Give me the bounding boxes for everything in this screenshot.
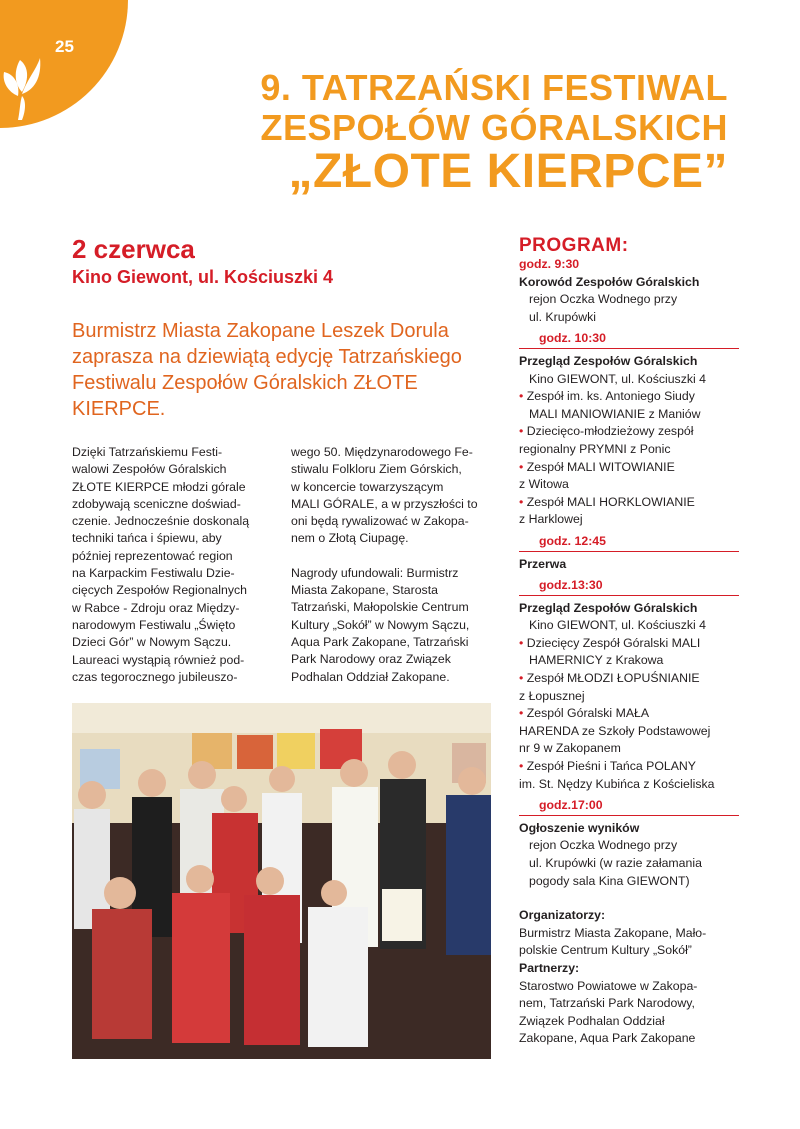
text-line: czenie. Jednocześnie doskonalą (72, 514, 250, 529)
program-location: Kino GIEWONT, ul. Kościuszki 4 (529, 618, 706, 633)
sponsors-line: Podhalan Oddział Zakopane. (291, 669, 450, 684)
program-item-cont: MALI MANIOWIANIE z Maniów (529, 406, 701, 421)
organizers-line: Burmistrz Miasta Zakopane, Mało- (519, 925, 707, 940)
program-item: • Zespół Pieśni i Tańca POLANY (519, 759, 697, 774)
page-number: 25 (55, 37, 74, 56)
sponsors-line: Park Narodowy oraz Związek (291, 652, 451, 667)
program-location: rejon Oczka Wodnego przy (529, 838, 678, 853)
program-location: rejon Oczka Wodnego przy (529, 292, 678, 307)
text-line: na Karpackim Festiwalu Dzie- (72, 566, 235, 581)
sponsors-line: Nagrody ufundowali: Burmistrz (291, 565, 459, 580)
program-item-cont: z Łopusznej (519, 688, 585, 703)
text-line: walowi Zespołów Góralskich (72, 462, 227, 477)
program-item: • Zespół im. ks. Antoniego Siudy (519, 389, 695, 404)
program-location: Kino GIEWONT, ul. Kościuszki 4 (529, 371, 706, 386)
text-line: w koncercie towarzyszącym (291, 479, 444, 494)
program-time: godz.13:30 (519, 577, 739, 596)
partners-line: Starostwo Powiatowe w Zakopa- (519, 978, 698, 993)
program-item: • Zespół MŁODZI ŁOPUŚNIANIE (519, 671, 700, 686)
sponsors-line: Tatrzański, Małopolskie Centrum (291, 600, 469, 615)
text-line: Dzięki Tatrzańskiemu Festi- (72, 445, 223, 459)
sponsors-line: Kultury „Sokół” w Nowym Sączu, (291, 617, 470, 632)
program-item-cont: regionalny PRYMNI z Ponic (519, 441, 671, 456)
intro-text: Burmistrz Miasta Zakopane Leszek Dorula zaprasza na dziewiątą edycję Tatrzańskiego Festiwalu Zespołów Góralskich ZŁOTE KIERPCE. (72, 320, 462, 420)
program-item-cont: HAMERNICY z Krakowa (529, 653, 664, 668)
program-item-cont: z Witowa (519, 477, 569, 492)
program-item: • Zespól Góralski MAŁA (519, 706, 650, 721)
sponsors-line: Miasta Zakopane, Starosta (291, 583, 438, 598)
program-item: • Zespół MALI WITOWIANIE (519, 459, 675, 474)
program-time: godz.17:00 (519, 797, 739, 816)
text-line: narodowym Festiwalu „Święto (72, 617, 236, 632)
article-column-1 (72, 444, 272, 686)
program-event: Przerwa (519, 556, 567, 571)
group-photo (72, 703, 491, 1059)
program-item-cont: im. St. Nędzy Kubińca z Kościeliska (519, 776, 715, 791)
partners-line: Związek Podhalan Oddział (519, 1013, 665, 1028)
program-time: godz. 10:30 (519, 330, 739, 349)
organizers-heading: Organizatorzy: (519, 908, 606, 923)
text-line: Laureaci wystąpią również pod- (72, 652, 245, 667)
program-item: • Zespół MALI HORKLOWIANIE (519, 494, 695, 509)
program-item-cont: nr 9 w Zakopanem (519, 741, 621, 756)
corner-wheat-decoration (0, 0, 128, 128)
text-line: nem o Złotą Ciupagę. (291, 531, 409, 546)
program-event: Ogłoszenie wyników (519, 820, 640, 835)
event-date: 2 czerwca (72, 234, 195, 264)
text-line: później reprezentować region (72, 548, 233, 563)
title-line-1: 9. TATRZAŃSKI FESTIWAL (260, 67, 728, 108)
program-section (519, 236, 739, 1048)
partners-line: Zakopane, Aqua Park Zakopane (519, 1031, 696, 1046)
program-event: Korowód Zespołów Góralskich (519, 274, 700, 289)
text-line: techniki tańca i śpiewu, aby (72, 531, 222, 546)
program-heading: PROGRAM: (519, 235, 629, 256)
program-time: godz. 9:30 (519, 257, 580, 271)
program-item-cont: z Harklowej (519, 512, 583, 527)
text-line: w Rabce - Zdroju oraz Między- (72, 600, 240, 615)
title-line-2: ZESPOŁÓW GÓRALSKICH (260, 107, 728, 148)
organizers-line: polskie Centrum Kultury „Sokół” (519, 943, 692, 958)
text-line: zdobywają sceniczne doświad- (72, 496, 241, 511)
program-time: godz. 12:45 (519, 533, 739, 552)
text-line: czas tegorocznego jubileuszo- (72, 669, 238, 684)
page-title (260, 67, 728, 198)
partners-heading: Partnerzy: (519, 960, 580, 975)
text-line: MALI GÓRALE, a w przyszłości to (291, 496, 478, 511)
sponsors-line: Aqua Park Zakopane, Tatrzański (291, 634, 469, 649)
text-line: Dzieci Gór” w Nowym Sączu. (72, 635, 232, 650)
program-location: ul. Krupówki (529, 309, 596, 324)
program-event: Przegląd Zespołów Góralskich (519, 600, 698, 615)
article-column-2 (291, 444, 491, 686)
text-line: oni będą rywalizować w Zakopa- (291, 514, 469, 529)
event-venue: Kino Giewont, ul. Kościuszki 4 (72, 267, 334, 287)
text-line: wego 50. Międzynarodowego Fe- (291, 445, 473, 459)
program-item: • Dziecięcy Zespół Góralski MALI (519, 635, 701, 650)
partners-line: nem, Tatrzański Park Narodowy, (519, 996, 695, 1011)
text-line: stiwalu Folkloru Ziem Górskich, (291, 462, 462, 477)
program-location: ul. Krupówki (w razie załamania (529, 856, 702, 870)
text-line: cięcych Zespołów Regionalnych (72, 583, 247, 598)
program-location: pogody sala Kina GIEWONT) (529, 873, 690, 888)
program-event: Przegląd Zespołów Góralskich (519, 353, 698, 368)
program-item-cont: HARENDA ze Szkoły Podstawowej (519, 723, 711, 738)
program-item: • Dziecięco-młodzieżowy zespół (519, 424, 694, 439)
title-line-3: „ZŁOTE KIERPCE” (288, 145, 728, 198)
text-line: ZŁOTE KIERPCE młodzi górale (72, 479, 246, 494)
